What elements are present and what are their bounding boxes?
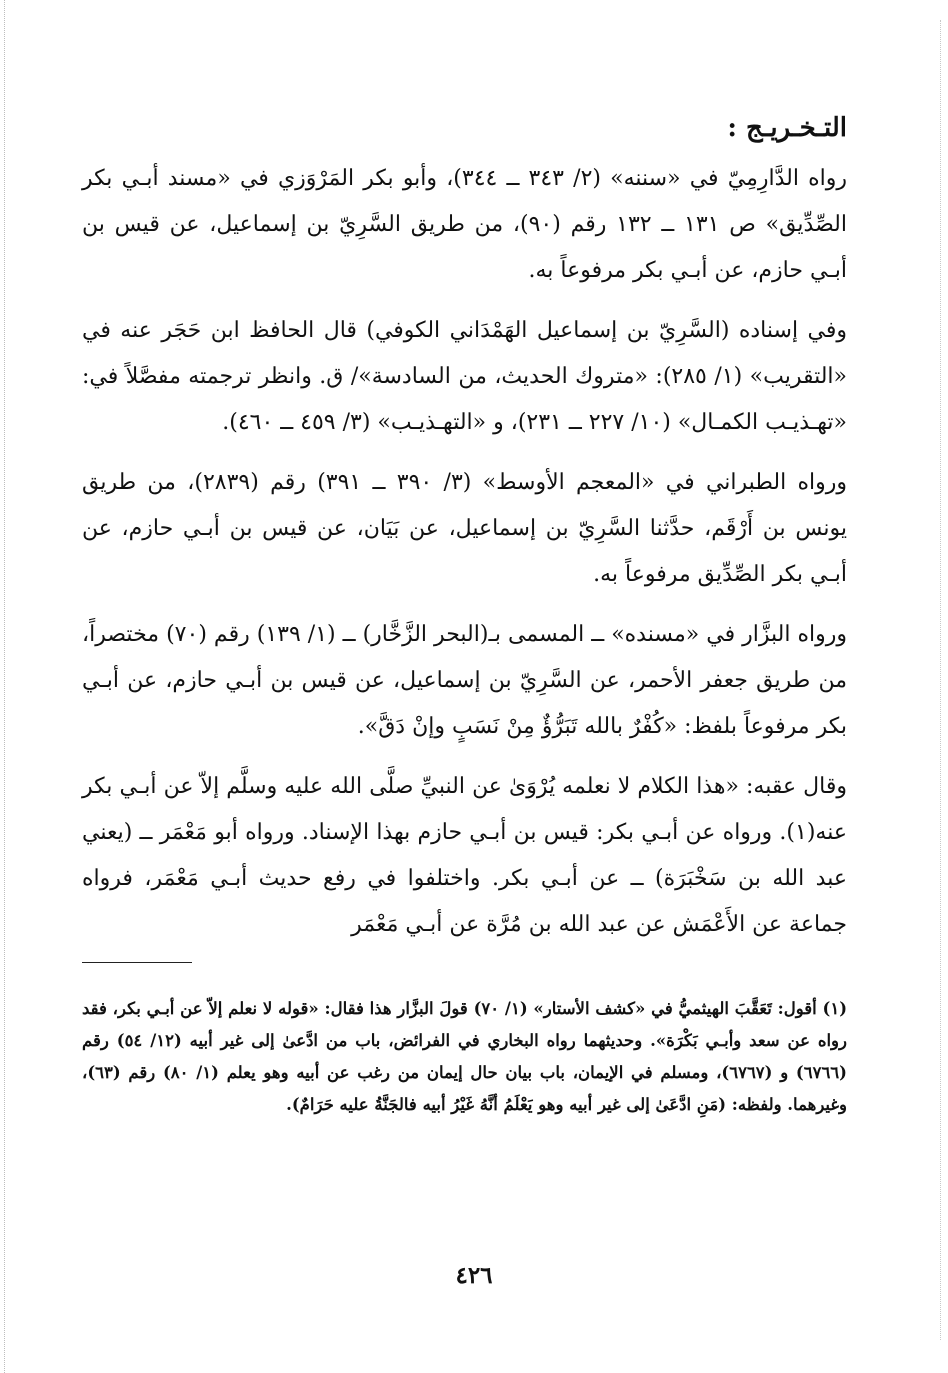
footnotes <box>82 993 847 1121</box>
paragraph-isnad: وفي إسناده (السَّرِيّ بن إسماعيل الهَمْدَاني الكوفي) قال الحافظ ابن حَجَر عنه في «التقريب» (١/ ٢٨٥): «متروك الحديث، من السادسة»/ ق. وانظر ترجمته مفصَّلاً في: «تهـذيـب الكمـال» (١٠/ ٢٢٧ ــ ٢٣١)، و «التهـذيـب» (٣/ ٤٥٩ ــ ٤٦٠). <box>82 318 848 435</box>
scan-edge-left <box>4 0 6 1373</box>
section-heading: التـخـريـج : <box>727 113 847 143</box>
footnote-separator <box>82 962 192 963</box>
page-number: ٤٢٦ <box>455 1262 493 1289</box>
paragraph-bazzar: ورواه البزَّار في «مسنده» ــ المسمى بـ(البحر الزَّخَّار) ــ (١/ ١٣٩) رقم (٧٠) مختصراً، من طريق جعفر الأحمر، عن السَّرِيّ بن إسماعيل، عن قيس بن أبـي حازم، عن أبـي بكر مرفوعاً بلفظ: «كُفْرٌ بالله تَبَرُّؤٌ مِنْ نَسَبٍ وإنْ دَقَّ». <box>82 622 848 739</box>
paragraph-tabarani: ورواه الطبراني في «المعجم الأوسط» (٣/ ٣٩٠ ــ ٣٩١) رقم (٢٨٣٩)، من طريق يونس بن أَرْقَم، حدَّثنا السَّرِيّ بن إسماعيل، عن بَيَان، عن قيس بن أبـي حازم، عن أبـي بكر الصِّدِّيق مرفوعاً به. <box>82 470 847 587</box>
scan-edge-right <box>940 20 942 1340</box>
footnote-1: (١) أقول: تَعَقَّبَ الهيثميُّ في «كشف الأستار» (١/ ٧٠) قولَ البزَّار هذا فقال: «قوله لا نعلم إلاّ عن أبـي بكر، فقد رواه عن سعد وأبـي بَكْرَة». وحديثهما رواه البخاري في الفرائض، باب من ادَّعىٰ إلى غير أبيه (١٢/ ٥٤) رقم (٦٧٦٦) و (٦٧٦٧)، ومسلم في الإيمان، باب بيان حال إيمان من رغب عن أبيه وهو يعلم (١/ ٨٠) رقم (٦٣)، وغيرهما. ولفظه: (مَنِ ادَّعَىٰ إلى غير أبيه وهو يَعْلَمُ أنَّهُ غَيْرُ أبيه فالجَنَّةُ عليه حَرَامٌ). <box>82 999 847 1114</box>
page-body <box>82 110 847 1121</box>
paragraph-darimi: رواه الدَّارِمِيّ في «سننه» (٢/ ٣٤٣ ــ ٣٤٤)، وأبو بكر المَرْوَزي في «مسند أبـي بكر الصِّدِّيق» ص ١٣١ ــ ١٣٢ رقم (٩٠)، من طريق السَّرِيّ بن إسماعيل، عن قيس بن أبـي حازم، عن أبـي بكر مرفوعاً به. <box>82 166 847 283</box>
footnote-separator-wrap <box>82 962 847 963</box>
paragraph-bazzar-comment: وقال عقبه: «هذا الكلام لا نعلمه يُرْوَىٰ عن النبيِّ صلَّى الله عليه وسلَّم إلاّ عن أبـي بكر عنه(١). ورواه عن أبـي بكر: قيس بن أبـي حازم بهذا الإسناد. ورواه أبو مَعْمَر ــ (يعني عبد الله بن سَخْبَرَة) ــ عن أبـي بكر. واختلفوا في رفع حديث أبـي مَعْمَر، فرواه جماعة عن الأَعْمَش عن عبد الله بن مُرَّة عن أبـي مَعْمَر <box>82 774 847 937</box>
